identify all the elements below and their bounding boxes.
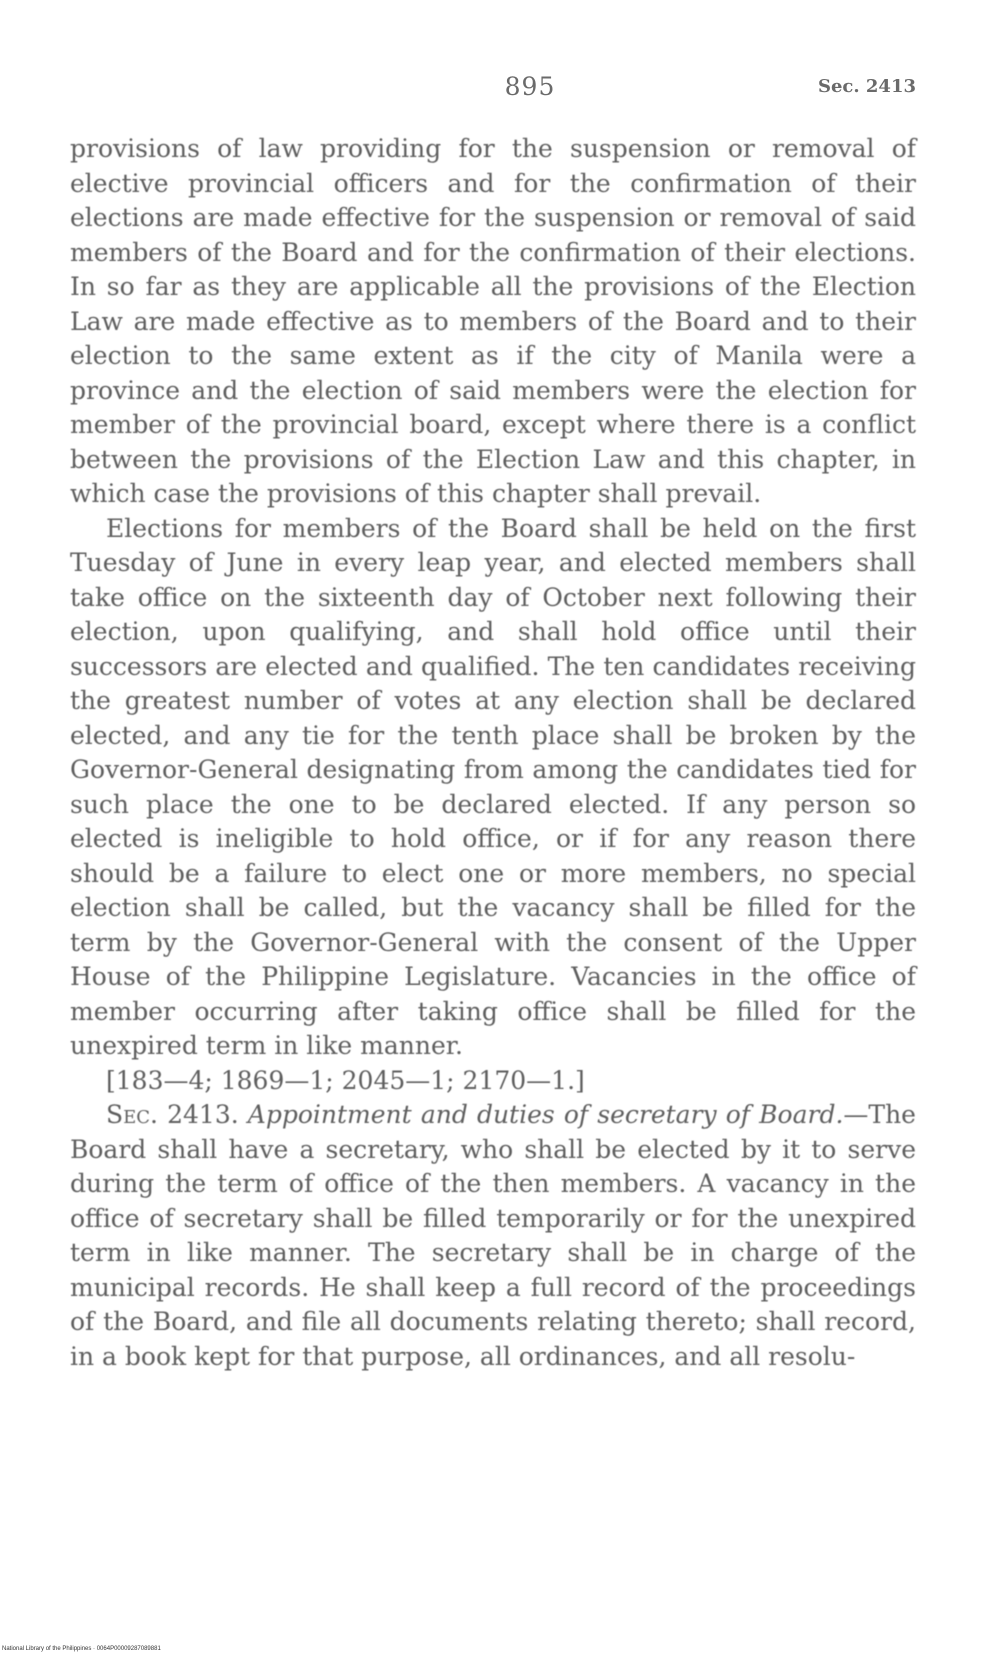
paragraph-elections: Elections for members of the Board shall be held on the first Tuesday of June in every leap year, and elected members shall take office on the sixteenth day of October next following their election, upon qualifying, and shall hold office until their successors are elected and qualified. The ten candidates receiving the greatest number of votes at any election shall be declared elected, and any tie for the tenth place shall be broken by the Governor-General designating from among the candidates tied for such place the one to be declared elected. If any person so elected is ineligible to hold office, or if for any reason there should be a failure to elect one or more members, no special election shall be called, but the vacancy shall be filled for the term by the Governor-General with the consent of the Upper House of the Philippine Legislature. Vacancies in the office of member occurring after taking office shall be filled for the unexpired term in like manner. <box>70 513 916 1060</box>
paragraph-continuation: provisions of law providing for the suspension or removal of elective provincial officers and for the confirmation of their elections are made effective for the suspension or removal of said members of the Board and for the confirmation of their elections. In so far as they are applicable all the provisions of the Election Law are made effective as to members of the Board and to their election to the same extent as if the city of Manila were a province and the election of said members were the election for member of the provincial board, except where there is a conflict between the provisions of the Election Law and this chapter, in which case the provisions of this chapter shall prevail. <box>70 134 916 508</box>
body-text <box>70 132 916 1374</box>
paragraph-section-2413 <box>70 1098 916 1374</box>
citation-references: [183—4; 1869—1; 2045—1; 2170—1.] <box>106 1065 585 1095</box>
section-title: Appointment and duties of secretary of Board. <box>247 1100 844 1129</box>
section-number: Sec. 2413. <box>106 1100 239 1129</box>
page-number: 895 <box>504 72 556 101</box>
section-text: —The Board shall have a secretary, who shall be elected by it to serve during the term of office of the then members. A vacancy in the office of secretary shall be filled temporarily or for the unexpired term in like manner. The secretary shall be in charge of the municipal records. He shall keep a full record of the proceedings of the Board, and file all documents relating thereto; shall record, in a book kept for that purpose, all ordinances, and all resolu- <box>70 1100 916 1371</box>
page-header <box>70 72 916 112</box>
scan-watermark: National Library of the Philippines · 0064P00009287089881 <box>2 1646 161 1652</box>
section-reference: Sec. 2413 <box>817 76 916 97</box>
